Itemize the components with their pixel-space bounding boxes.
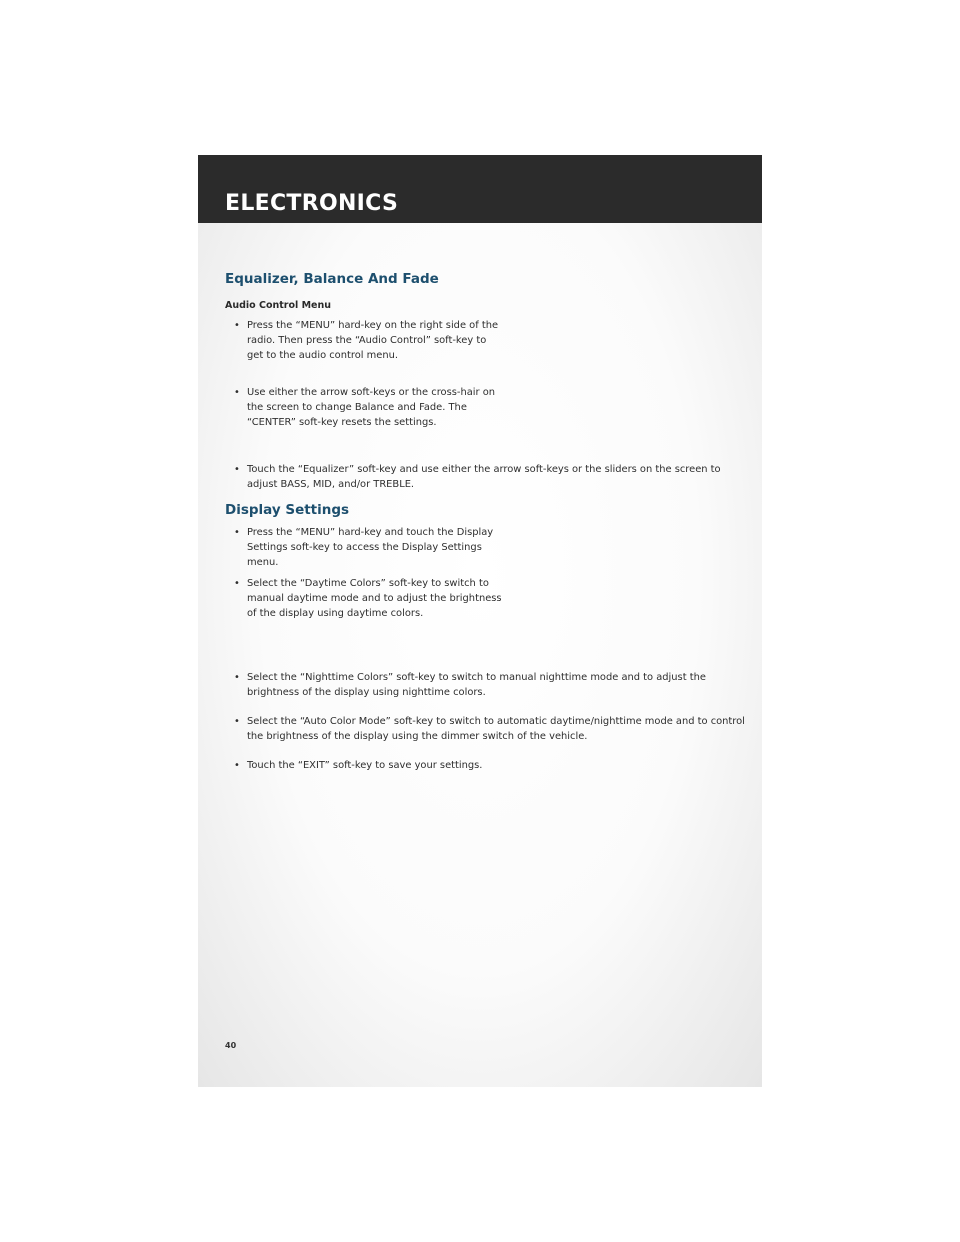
chapter-title: ELECTRONICS	[225, 191, 399, 216]
bullet-item	[234, 525, 502, 570]
bullet-dot: •	[234, 387, 240, 398]
bullet-dot: •	[234, 672, 240, 683]
bullet-text: Select the “Nighttime Colors” soft-key to switch to manual nighttime mode and to adjust the brightness of the display using nighttime colors.	[247, 672, 706, 698]
bullet-item	[234, 318, 502, 363]
bullet-text: Press the “MENU” hard-key on the right side of the radio. Then press the “Audio Control” soft-key to get to the audio control menu.	[247, 320, 499, 361]
bullet-dot: •	[234, 464, 240, 475]
bullet-dot: •	[234, 527, 240, 538]
bullet-text: Touch the “EXIT” soft-key to save your settings.	[247, 760, 483, 771]
bullet-text: Select the “Auto Color Mode” soft-key to switch to automatic daytime/nighttime mode and to control the brightness of the display using the dimmer switch of the vehicle.	[247, 716, 745, 742]
bullet-item	[234, 758, 754, 773]
bullet-text: Select the “Daytime Colors” soft-key to switch to manual daytime mode and to adjust the brightness of the display using daytime colors.	[247, 578, 502, 619]
manual-page	[198, 155, 762, 1087]
bullet-dot: •	[234, 578, 240, 589]
section-title-equalizer: Equalizer, Balance And Fade	[225, 271, 439, 287]
bullet-item	[234, 670, 754, 700]
header-bar	[198, 155, 762, 223]
bullet-text: Touch the “Equalizer” soft-key and use either the arrow soft-keys or the sliders on the screen to adjust BASS, MID, and/or TREBLE.	[247, 464, 721, 490]
subhead-audio-control-menu: Audio Control Menu	[225, 300, 332, 311]
bullet-dot: •	[234, 320, 240, 331]
bullet-text: Press the “MENU” hard-key and touch the Display Settings soft-key to access the Display Settings menu.	[247, 527, 494, 568]
bullet-item	[234, 385, 502, 430]
bullet-dot: •	[234, 760, 240, 771]
bullet-item	[234, 462, 754, 492]
bullet-item	[234, 714, 754, 744]
section-title-display-settings: Display Settings	[225, 502, 350, 518]
bullet-dot: •	[234, 716, 240, 727]
bullet-item	[234, 576, 502, 621]
bullet-text: Use either the arrow soft-keys or the cross-hair on the screen to change Balance and Fade. The “CENTER” soft-key resets the settings.	[247, 387, 495, 428]
page-number: 40	[225, 1041, 237, 1050]
